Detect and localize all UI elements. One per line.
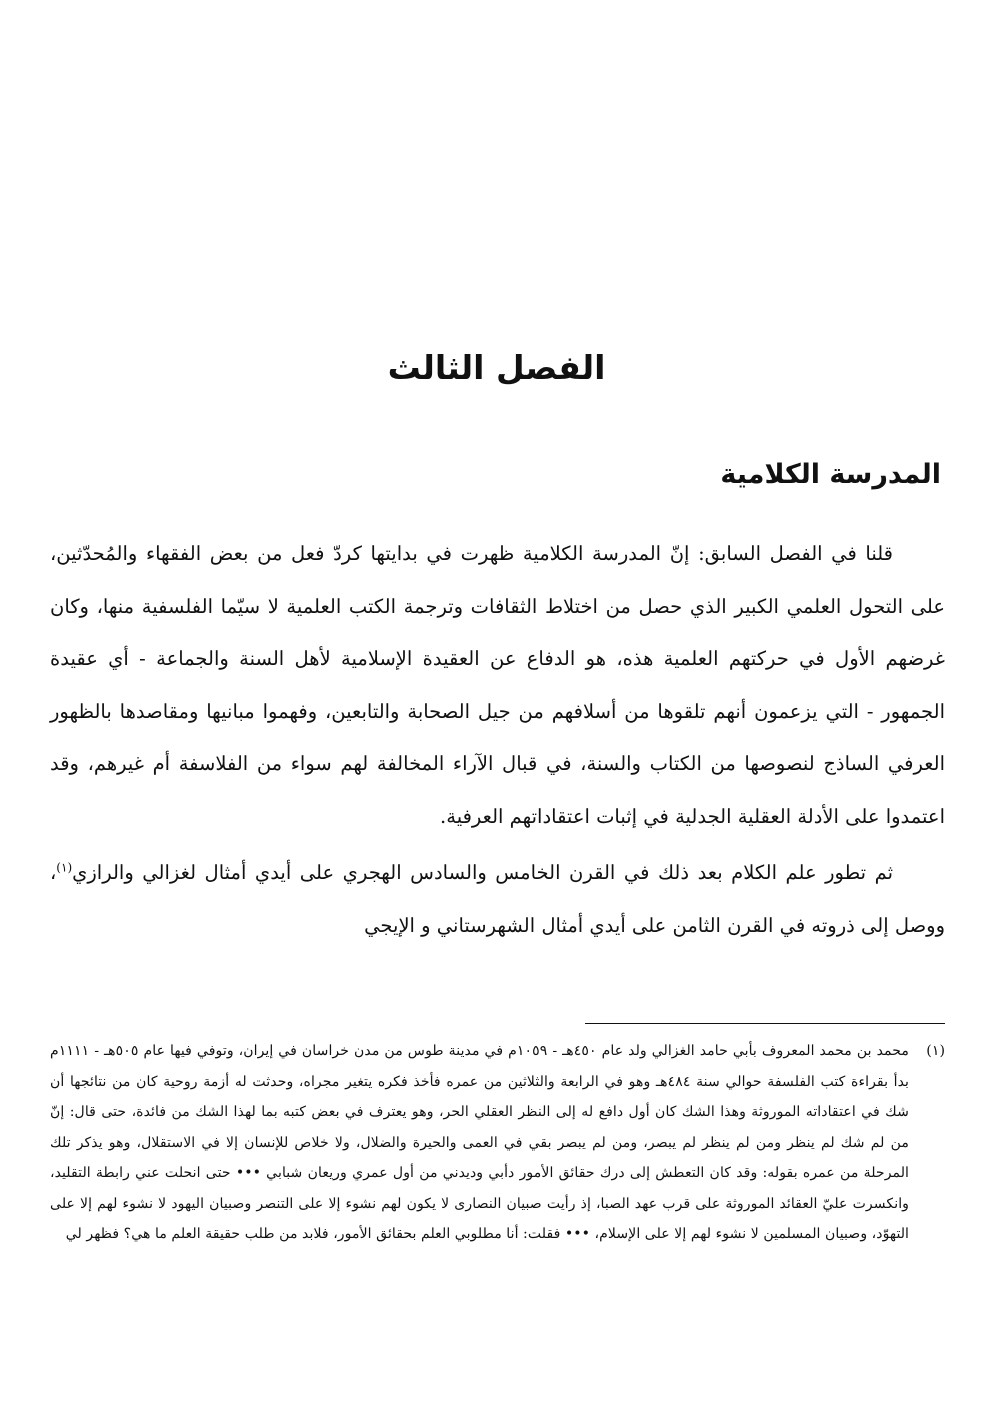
footnote-divider: [585, 1023, 945, 1024]
body-text: [50, 528, 945, 952]
chapter-title: الفصل الثالث: [387, 348, 606, 387]
footnote-number: (١): [926, 1043, 945, 1059]
paragraph-2-end: ، ووصل إلى ذروته في القرن الثامن على أيدي أمثال الشهرستاني و الإيجي: [50, 861, 945, 937]
section-title: المدرسة الكلامية: [720, 459, 941, 490]
paragraph-2-start: ثم تطور علم الكلام بعد ذلك في القرن الخامس والسادس الهجري على أيدي أمثال لغزالي والرازي: [72, 861, 893, 884]
paragraph-2: [50, 847, 945, 952]
footnote: [50, 1036, 945, 1250]
paragraph-1: قلنا في الفصل السابق: إنّ المدرسة الكلامية ظهرت في بدايتها كردّ فعل من بعض الفقهاء والمُحدّثين، على التحول العلمي الكبير الذي حصل من اختلاط الثقافات وترجمة الكتب العلمية لا سيّما الفلسفية منها، وكان غرضهم الأول في حركتهم العلمية هذه، هو الدفاع عن العقيدة الإسلامية لأهل السنة والجماعة - أي عقيدة الجمهور - التي يزعمون أنهم تلقوها من أسلافهم من جيل الصحابة والتابعين، وفهموا مبانيها ومقاصدها بالظهور العرفي الساذج لنصوصها من الكتاب والسنة، في قبال الآراء المخالفة لهم سواء من الفلاسفة أم غيرهم، وقد اعتمدوا على الأدلة العقلية الجدلية في إثبات اعتقاداتهم العرفية.: [50, 542, 945, 828]
footnote-reference[interactable]: (١): [56, 860, 73, 875]
footnote-text: محمد بن محمد المعروف بأبي حامد الغزالي ولد عام ٤٥٠هـ - ١٠٥٩م في مدينة طوس من مدن خراسان في إيران، وتوفي فيها عام ٥٠٥هـ - ١١١١م بدأ بقراءة كتب الفلسفة حوالي سنة ٤٨٤هـ وهو في الرابعة والثلاثين من عمره فأخذ فكره يتغير مجراه، وحدثت له أزمة روحية كان من نتائجها أن شك في اعتقاداته الموروثة وهذا الشك كان أول دافع له إلى النظر العقلي الحر، وهو يعترف في بعض كتبه بما لهذا الشك من فائدة، حتى قال: إنّ من لم شك لم ينظر ومن لم ينظر لم يبصر، ومن لم يبصر بقي في العمى والحيرة والضلال، ولا خلاص للإنسان إلا في الاستقلال، وهو يذكر تلك المرحلة من عمره بقوله: وقد كان التعطش إلى درك حقائق الأمور دأبي وديدني من أول عمري وريعان شبابي ••• حتى انحلت عني رابطة التقليد، وانكسرت عليّ العقائد الموروثة على قرب عهد الصبا، إذ رأيت صبيان النصارى لا يكون لهم نشوء إلا على التنصر وصبيان اليهود لا نشوء لهم إلا على التهوّد، وصبيان المسلمين لا نشوء لهم إلا على الإسلام، ••• فقلت: أنا مطلوبي العلم بحقائق الأمور، فلابد من طلب حقيقة العلم ما هي؟ فظهر لي: [50, 1043, 909, 1242]
